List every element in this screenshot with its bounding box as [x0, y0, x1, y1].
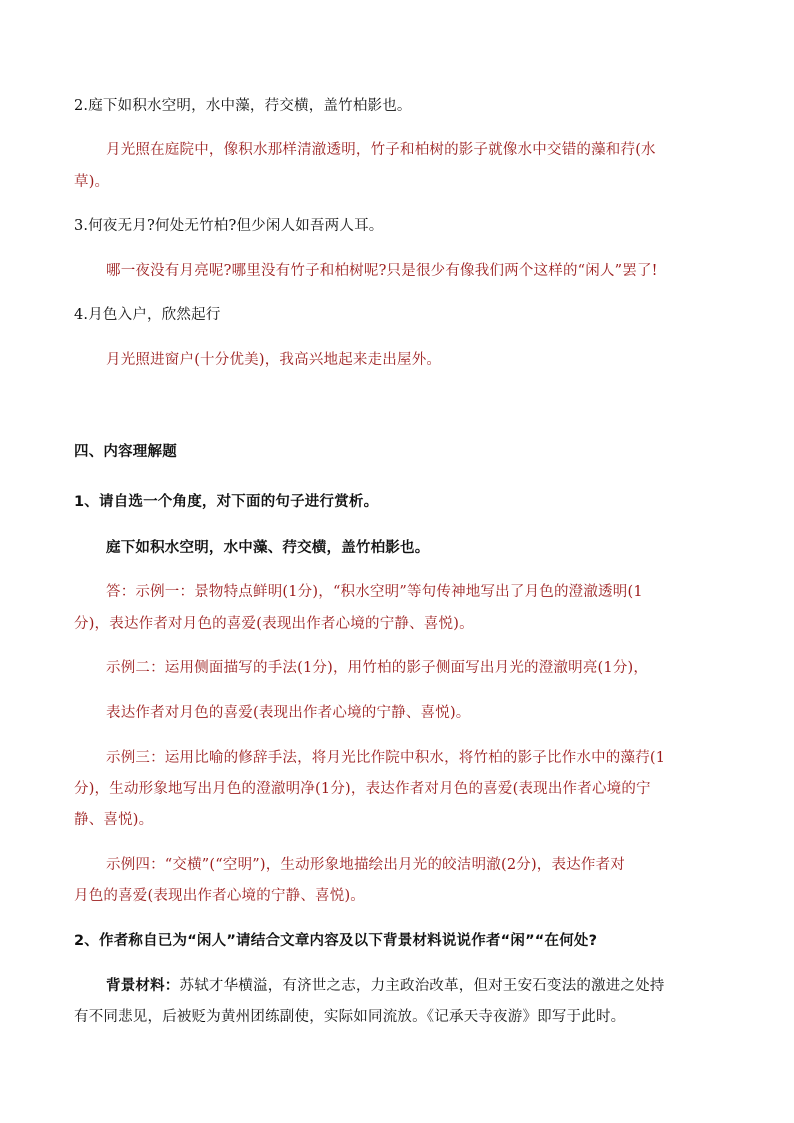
example-4-line-2: 月色的喜爱(表现出作者心境的宁静、喜悦)。 — [74, 888, 366, 904]
item-2-question: 2.庭下如积水空明，水中藻，荇交横，盖竹柏影也。 — [74, 98, 412, 114]
item-2-answer-line-2: 草)。 — [74, 174, 110, 190]
example-1-line-2: 分)，表达作者对月色的喜爱(表现出作者心境的宁静、喜悦)。 — [74, 616, 474, 632]
example-4-line-1: 示例四：“交横”(“空明”)，生动形象地描绘出月光的皎洁明澈(2分)，表达作者对 — [106, 857, 626, 873]
item-2-answer-line-1: 月光照在庭院中，像积水那样清澈透明，竹子和柏树的影子就像水中交错的藻和荇(水 — [106, 142, 656, 158]
example-3-line-3: 静、喜悦)。 — [74, 812, 154, 828]
background-label: 背景材料： — [106, 978, 180, 994]
background-line-1 — [106, 976, 665, 996]
example-1-line-1: 答：示例一：景物特点鲜明(1分)，“积水空明”等句传神地写出了月色的澄澈透明(1 — [106, 584, 643, 600]
example-3-line-2: 分)，生动形象地写出月色的澄澈明净(1分)，表达作者对月色的喜爱(表现出作者心境的宁 — [74, 781, 651, 797]
item-4-answer: 月光照进窗户(十分优美)，我高兴地起来走出屋外。 — [106, 352, 442, 368]
question-1-quote: 庭下如积水空明，水中藻、荇交横，盖竹柏影也。 — [106, 540, 430, 556]
item-3-answer: 哪一夜没有月亮呢?哪里没有竹子和柏树呢?只是很少有像我们两个这样的“闲人”罢了! — [106, 263, 658, 279]
example-2-line-1: 示例二：运用侧面描写的手法(1分)，用竹柏的影子侧面写出月光的澄澈明亮(1分)， — [106, 660, 649, 676]
item-3-question: 3.何夜无月?何处无竹柏?但少闲人如吾两人耳。 — [74, 218, 384, 234]
question-2-title: 2、作者称自已为“闲人”请结合文章内容及以下背景材料说说作者“闲”“在何处? — [74, 933, 598, 949]
item-4-question: 4.月色入户，欣然起行 — [74, 307, 221, 323]
example-3-line-1: 示例三：运用比喻的修辞手法，将月光比作院中积水，将竹柏的影子比作水中的藻荇(1 — [106, 750, 666, 766]
background-text-1: 苏轼才华横溢，有济世之志，力主政治改革，但对王安石变法的激进之处持 — [179, 978, 665, 994]
section-4-heading: 四、内容理解题 — [74, 444, 177, 460]
background-line-2: 有不同悲见，后被贬为黄州团练副使，实际如同流放。《记承天寺夜游》即写于此时。 — [74, 1009, 626, 1025]
example-2-line-2: 表达作者对月色的喜爱(表现出作者心境的宁静、喜悦)。 — [106, 705, 471, 721]
question-1-title: 1、请自选一个角度，对下面的句子进行赏析。 — [74, 494, 379, 510]
